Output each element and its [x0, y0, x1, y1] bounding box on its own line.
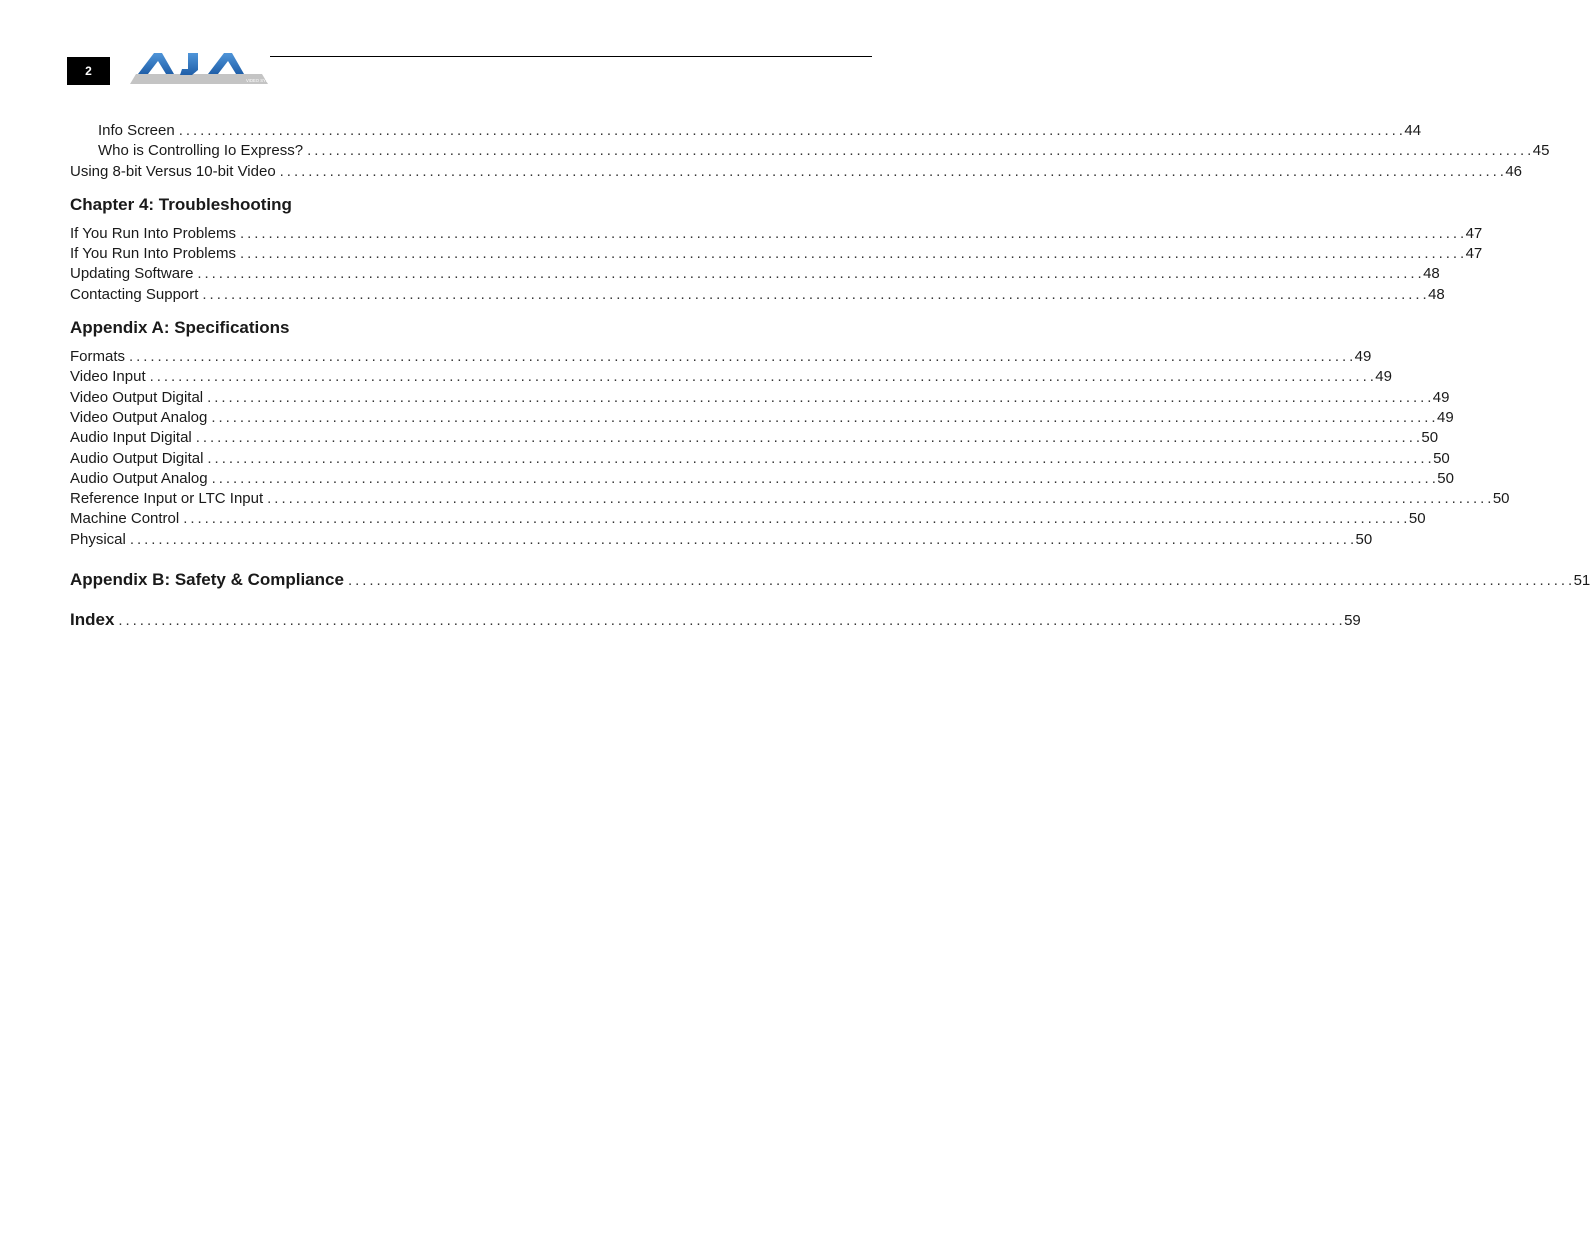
- toc-entry-page: 48: [1428, 285, 1445, 303]
- toc-entry[interactable]: [70, 162, 1523, 182]
- toc-entry-title: If You Run Into Problems: [70, 245, 236, 263]
- toc-entry-title: Reference Input or LTC Input: [70, 490, 264, 508]
- toc-entry-page: 49: [1437, 408, 1454, 426]
- toc-entry-page: 44: [1404, 122, 1422, 139]
- toc-entry[interactable]: [70, 509, 1426, 529]
- toc-entry-page: 50: [1355, 530, 1373, 548]
- toc-entry-title: Audio Input Digital: [70, 429, 192, 447]
- toc-entry[interactable]: [70, 285, 1445, 305]
- toc-entry-page: 50: [1433, 449, 1450, 467]
- toc-entry-title: Video Output Analog: [70, 408, 208, 426]
- toc-entry-page: 45: [1532, 142, 1550, 160]
- toc-entry-title: Appendix B: Safety & Compliance: [70, 570, 344, 590]
- dot-leader: [130, 530, 1354, 550]
- dot-leader: [212, 469, 1436, 489]
- toc-entry-index[interactable]: [70, 609, 1361, 631]
- toc-entry-page: 50: [1408, 510, 1426, 528]
- dot-leader: [118, 610, 1342, 632]
- dot-leader: [197, 264, 1421, 284]
- dot-leader: [150, 367, 1374, 387]
- header-rule: [270, 56, 872, 57]
- toc-entry[interactable]: [70, 449, 1450, 469]
- dot-leader: [129, 347, 1353, 367]
- toc-entry-page: 50: [1421, 429, 1439, 447]
- toc-entry-page: 59: [1344, 612, 1361, 630]
- table-of-contents: [70, 121, 1590, 631]
- chapter-heading[interactable]: Chapter 4: Troubleshooting: [70, 194, 292, 214]
- toc-entry[interactable]: [70, 469, 1454, 489]
- toc-entry-title: Info Screen: [98, 122, 175, 139]
- toc-entry[interactable]: [70, 408, 1454, 428]
- dot-leader: [240, 244, 1464, 264]
- dot-leader: [179, 121, 1403, 141]
- toc-entry[interactable]: [70, 347, 1372, 367]
- toc-entry-title: Audio Output Analog: [70, 469, 208, 487]
- toc-entry-page: 49: [1354, 348, 1372, 366]
- dot-leader: [202, 285, 1426, 305]
- toc-entry-page: 51: [1573, 572, 1590, 590]
- toc-entry[interactable]: [70, 121, 1422, 141]
- toc-entry-page: 50: [1437, 469, 1454, 487]
- toc-entry-page: 47: [1465, 224, 1483, 242]
- dot-leader: [240, 224, 1464, 244]
- dot-leader: [211, 408, 1435, 428]
- logo-subtext: VIDEO SYSTEMS: [246, 78, 281, 83]
- toc-entry[interactable]: [70, 367, 1392, 387]
- aja-logo: [128, 50, 281, 86]
- toc-entry[interactable]: [70, 141, 1550, 161]
- dot-leader: [207, 449, 1431, 469]
- page-number: 2: [67, 57, 110, 85]
- toc-entry-title: If You Run Into Problems: [70, 224, 236, 242]
- toc-entry[interactable]: [70, 264, 1440, 284]
- toc-entry-title: Audio Output Digital: [70, 449, 204, 467]
- toc-entry-title: Updating Software: [70, 265, 194, 283]
- toc-entry-title: Machine Control: [70, 510, 180, 528]
- dot-leader: [267, 489, 1491, 509]
- toc-entry[interactable]: [70, 244, 1483, 264]
- toc-entry-title: Index: [70, 610, 115, 630]
- toc-entry-page: 48: [1423, 265, 1440, 283]
- dot-leader: [207, 388, 1431, 408]
- toc-entry-title: Using 8-bit Versus 10-bit Video: [70, 162, 276, 180]
- toc-entry[interactable]: [70, 530, 1373, 550]
- toc-entry-appendix-b[interactable]: [70, 569, 1590, 591]
- toc-entry-title: Contacting Support: [70, 285, 199, 303]
- toc-entry[interactable]: [70, 489, 1510, 509]
- toc-entry-title: Formats: [70, 348, 126, 366]
- toc-entry-title: Physical: [70, 530, 126, 548]
- toc-entry-title: Video Input: [70, 368, 146, 386]
- dot-leader: [280, 162, 1504, 182]
- toc-entry[interactable]: [70, 428, 1439, 448]
- toc-entry-title: Who is Controlling Io Express?: [98, 142, 304, 160]
- dot-leader: [307, 141, 1531, 161]
- toc-entry-page: 46: [1505, 162, 1523, 180]
- toc-entry-page: 49: [1432, 388, 1450, 406]
- toc-entry-page: 50: [1492, 490, 1510, 508]
- dot-leader: [196, 428, 1420, 448]
- toc-entry[interactable]: [70, 224, 1483, 244]
- toc-entry-page: 49: [1375, 368, 1392, 386]
- toc-entry-title: Video Output Digital: [70, 388, 204, 406]
- dot-leader: [183, 509, 1407, 529]
- toc-entry[interactable]: [70, 388, 1450, 408]
- toc-entry-page: 47: [1465, 245, 1483, 263]
- dot-leader: [348, 570, 1572, 592]
- chapter-heading[interactable]: Appendix A: Specifications: [70, 318, 290, 338]
